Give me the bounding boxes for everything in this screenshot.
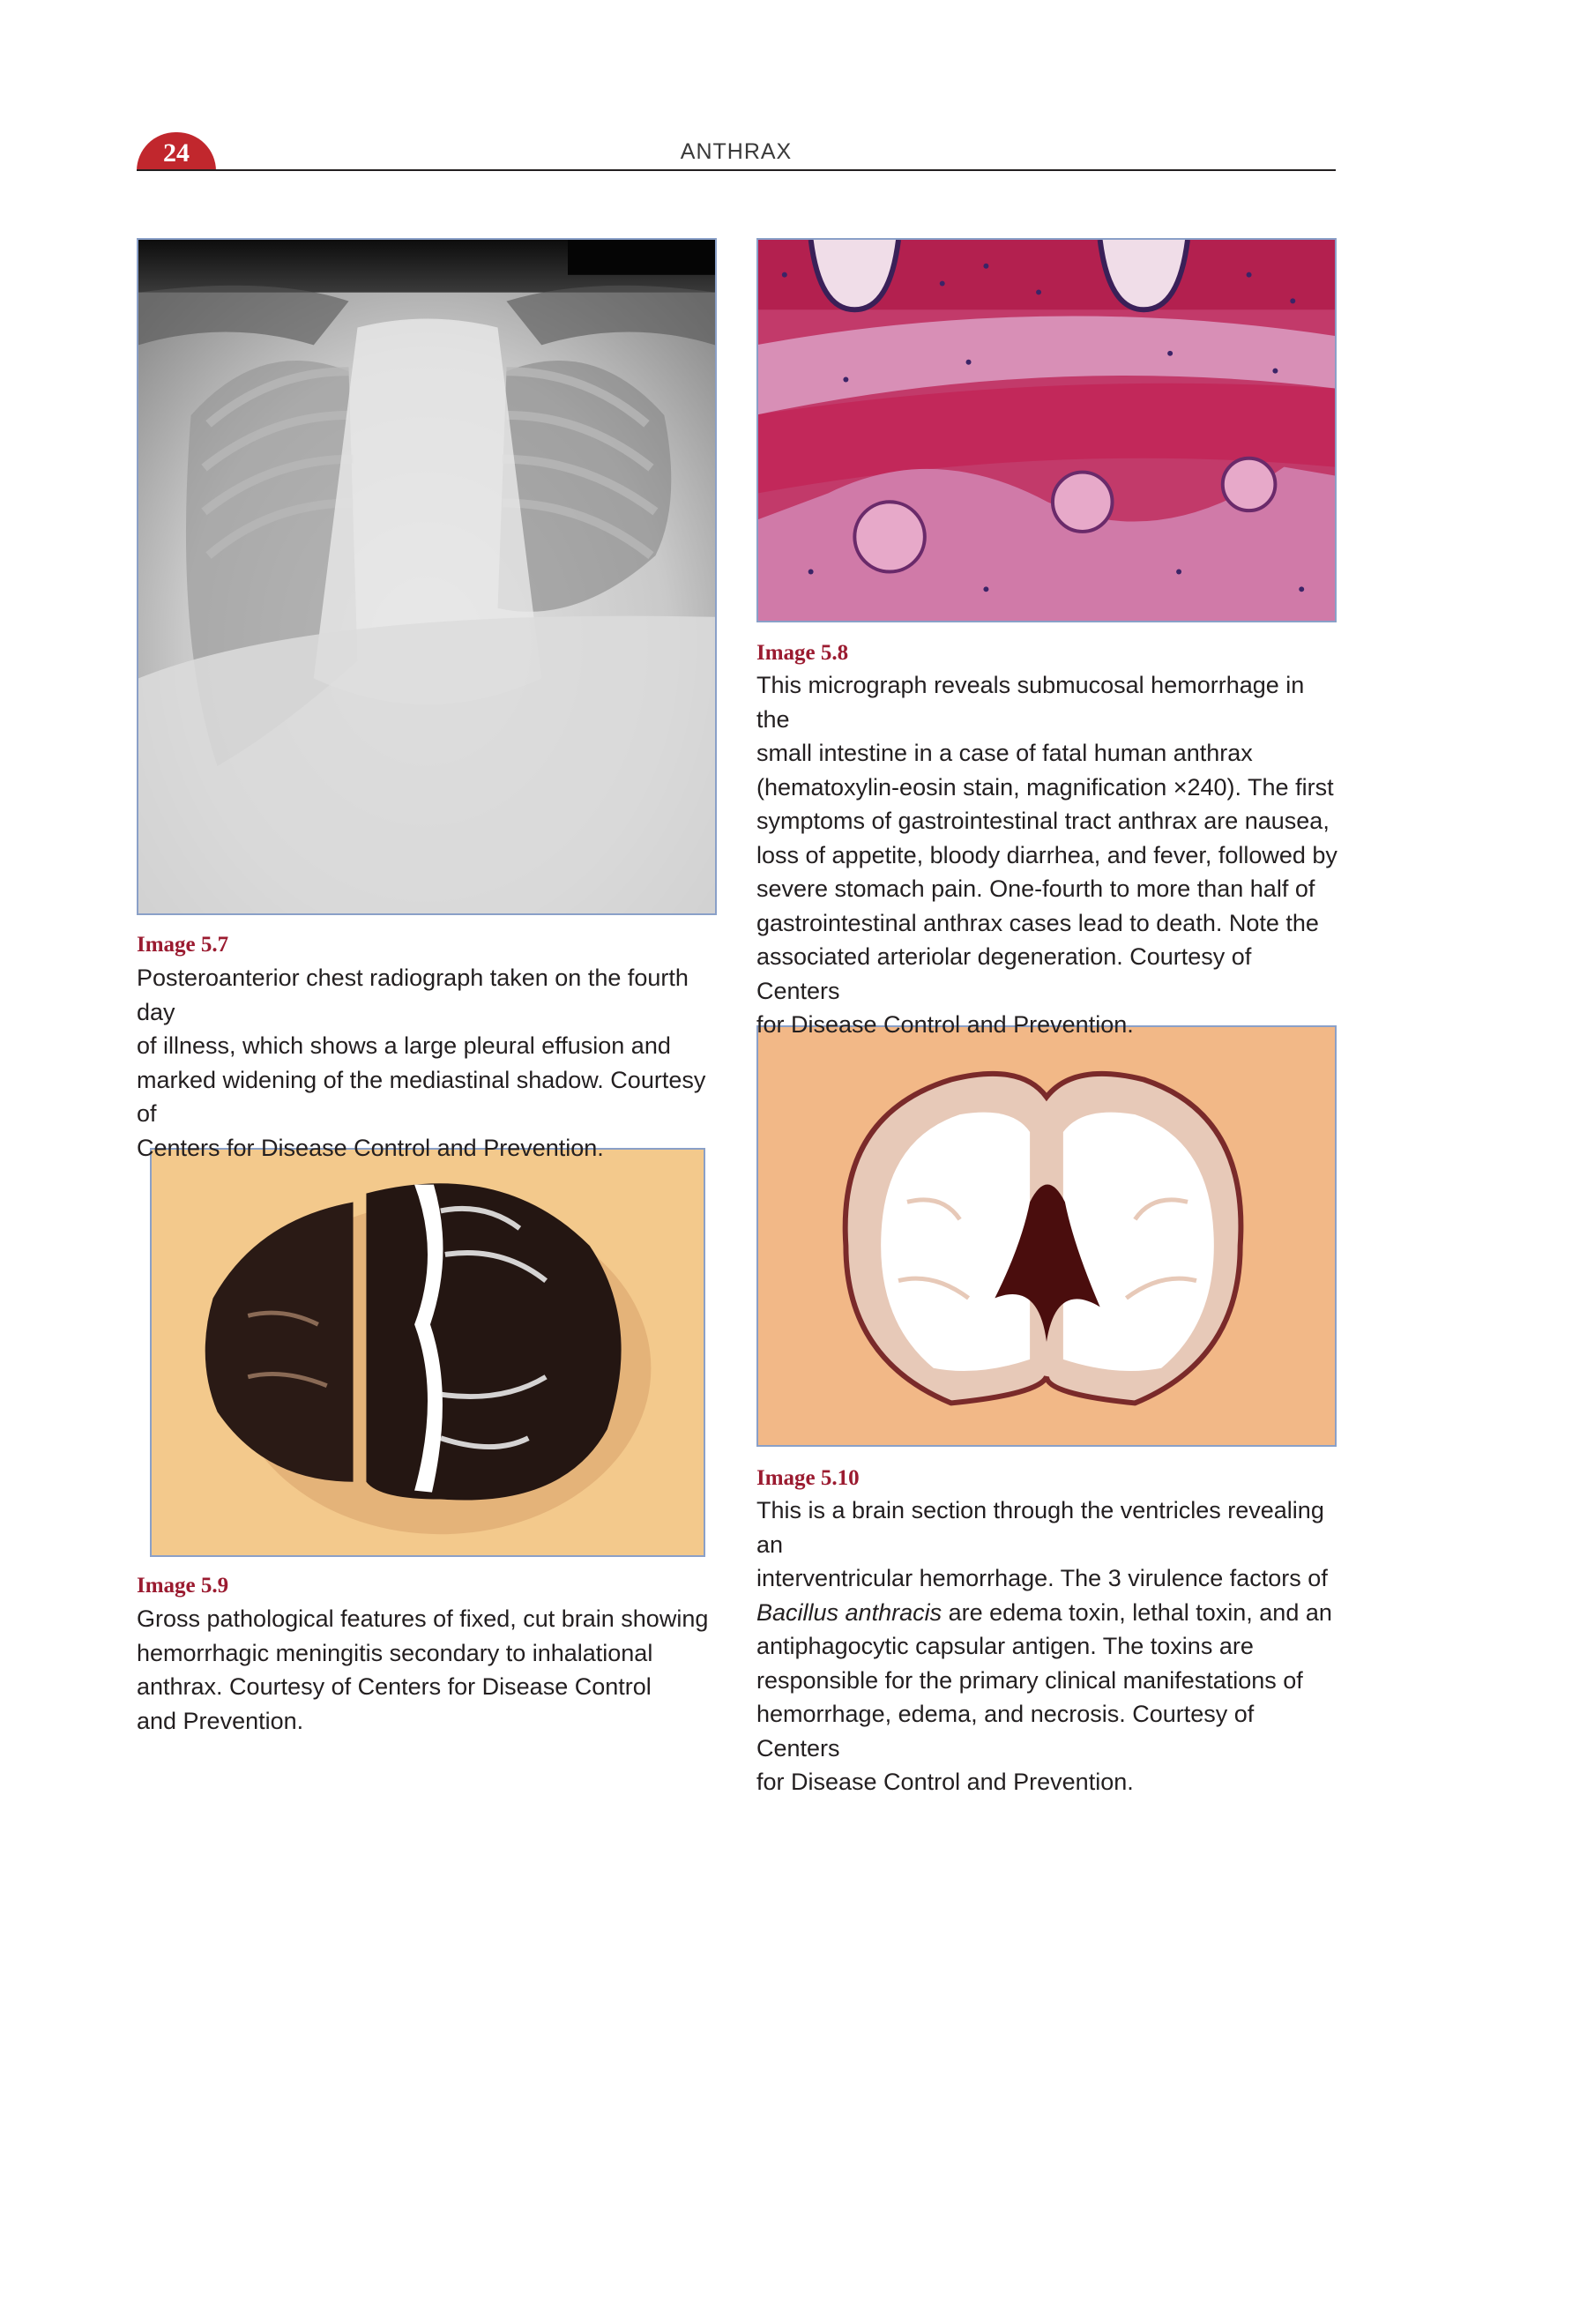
page-number: 24: [163, 138, 190, 168]
image-5-10-label: Image 5.10: [756, 1466, 860, 1490]
image-5-8-label: Image 5.8: [756, 641, 849, 665]
image-5-9-caption: Gross pathological features of fixed, cut brain showing hemorrhagic meningitis secondary to inhalational anthrax. Courtesy of Centers for Disease Control and Prevention.: [137, 1605, 709, 1734]
bacillus-anthracis-term: Bacillus anthracis: [756, 1598, 943, 1626]
image-5-7-label: Image 5.7: [137, 933, 229, 957]
image-5-9-label: Image 5.9: [137, 1574, 229, 1598]
running-head: ANTHRAX: [680, 139, 793, 164]
image-5-7-caption: Posteroanterior chest radiograph taken on the fourth day of illness, which shows a large pleural effusion and marked widening of the mediastinal shadow. Courtesy of Centers for Disease Control and Prevention.: [137, 965, 706, 1161]
image-5-10-caption-line1: This is a brain section through the ventricles revealing an: [756, 1497, 1324, 1558]
header-rule: [137, 169, 1336, 171]
image-5-10-caption-line3: are edema toxin, lethal toxin, and an: [942, 1598, 1332, 1626]
chest-radiograph-image: [137, 238, 717, 915]
micrograph-image: [756, 238, 1337, 622]
image-5-10-caption: [756, 1493, 1338, 1799]
brain-section-image: [756, 1025, 1337, 1447]
image-5-10-caption-rest: antiphagocytic capsular antigen. The toxins are responsible for the primary clinical manifestations of hemorrhage, edema, and necrosis. Courtesy of Centers for Disease Control and Prevention.: [756, 1633, 1303, 1795]
image-5-10-caption-line2: interventricular hemorrhage. The 3 virulence factors of: [756, 1565, 1328, 1591]
image-5-8-caption: This micrograph reveals submucosal hemorrhage in the small intestine in a case of fatal human anthrax (hematoxylin-eosin stain, magnification ×240). The first symptoms of gastrointestinal tract anthrax are nausea, loss of appetite, bloody diarrhea, and fever, followed by severe stomach pain. One-fourth to more than half of gastrointestinal anthrax cases lead to death. Note the associated arteriolar degeneration. Courtesy of Centers for Disease Control and Prevention.: [756, 672, 1337, 1038]
cut-brain-image: [150, 1148, 705, 1557]
